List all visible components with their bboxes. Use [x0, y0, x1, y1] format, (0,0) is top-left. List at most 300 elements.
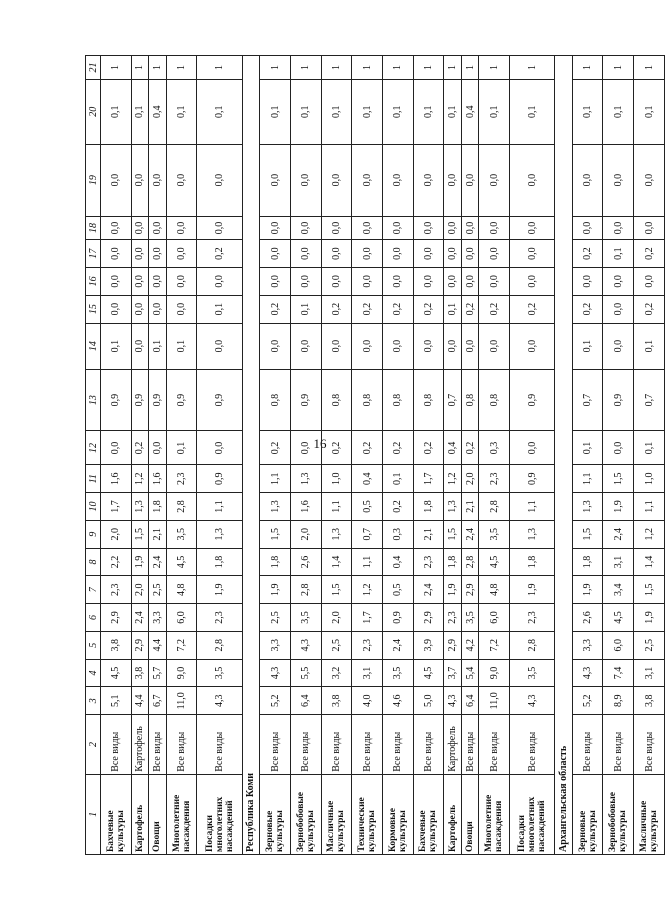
- crop-cell: Овощи: [461, 774, 479, 854]
- value-cell: 0,1: [290, 79, 321, 144]
- value-cell: 0,0: [131, 268, 149, 296]
- value-cell: 0,2: [321, 295, 352, 323]
- value-cell: 0,0: [603, 144, 634, 216]
- value-cell: 0,0: [382, 323, 413, 369]
- column-header: 14: [86, 323, 101, 369]
- value-cell: 1,5: [444, 520, 462, 548]
- value-cell: 1,1: [352, 548, 383, 576]
- column-header: 4: [86, 659, 101, 687]
- table-body: [101, 56, 665, 855]
- value-cell: 2,3: [444, 604, 462, 632]
- value-cell: 1: [101, 56, 132, 80]
- value-cell: 0,0: [260, 268, 291, 296]
- value-cell: 0,0: [101, 295, 132, 323]
- value-cell: 3,1: [634, 659, 665, 687]
- region-label: Республика Коми: [242, 56, 260, 855]
- value-cell: 1,4: [634, 548, 665, 576]
- value-cell: 0,2: [321, 431, 352, 465]
- value-cell: 1,0: [634, 465, 665, 493]
- value-cell: 0,1: [634, 431, 665, 465]
- value-cell: 0,1: [131, 79, 149, 144]
- value-cell: 0,0: [321, 323, 352, 369]
- value-cell: 0,3: [479, 431, 510, 465]
- value-cell: 0,0: [131, 240, 149, 268]
- type-cell: Все виды: [509, 715, 554, 775]
- value-cell: 0,1: [197, 79, 242, 144]
- value-cell: 0,0: [260, 323, 291, 369]
- type-cell: Все виды: [382, 715, 413, 775]
- value-cell: 0,8: [321, 369, 352, 431]
- column-header: 3: [86, 687, 101, 715]
- value-cell: 1: [382, 56, 413, 80]
- value-cell: 3,5: [479, 520, 510, 548]
- value-cell: 0,0: [352, 216, 383, 240]
- value-cell: 4,5: [413, 659, 444, 687]
- value-cell: 0,0: [166, 144, 197, 216]
- value-cell: 0,0: [131, 144, 149, 216]
- value-cell: 1,8: [413, 493, 444, 521]
- value-cell: 2,4: [461, 520, 479, 548]
- value-cell: 1,9: [572, 576, 603, 604]
- crop-cell: Бахчевые культуры: [101, 774, 132, 854]
- crop-cell: Многолетние насаждения: [166, 774, 197, 854]
- type-cell: Все виды: [197, 715, 242, 775]
- value-cell: 7,4: [603, 659, 634, 687]
- value-cell: 4,0: [352, 687, 383, 715]
- value-cell: 1,6: [101, 465, 132, 493]
- value-cell: 2,8: [509, 631, 554, 659]
- value-cell: 2,4: [382, 631, 413, 659]
- value-cell: 1,9: [197, 576, 242, 604]
- value-cell: 0,1: [634, 79, 665, 144]
- value-cell: 1,4: [321, 548, 352, 576]
- value-cell: 5,1: [101, 687, 132, 715]
- value-cell: 1,8: [197, 548, 242, 576]
- column-header: 5: [86, 631, 101, 659]
- column-header: 11: [86, 465, 101, 493]
- value-cell: 1,9: [444, 576, 462, 604]
- value-cell: 1,3: [260, 493, 291, 521]
- value-cell: 5,7: [149, 659, 167, 687]
- value-cell: 0,1: [634, 323, 665, 369]
- value-cell: 0,0: [260, 216, 291, 240]
- crop-cell: Зернобобовые культуры: [603, 774, 634, 854]
- value-cell: 2,0: [101, 520, 132, 548]
- crop-cell: Посадки многолетних насаждений: [509, 774, 554, 854]
- value-cell: 3,5: [509, 659, 554, 687]
- value-cell: 4,3: [197, 687, 242, 715]
- value-cell: 0,0: [166, 240, 197, 268]
- value-cell: 1: [197, 56, 242, 80]
- value-cell: 5,5: [290, 659, 321, 687]
- value-cell: 2,9: [413, 604, 444, 632]
- column-header: 6: [86, 604, 101, 632]
- value-cell: 1,1: [572, 465, 603, 493]
- value-cell: 0,0: [479, 240, 510, 268]
- value-cell: 1,5: [321, 576, 352, 604]
- value-cell: 6,4: [290, 687, 321, 715]
- value-cell: 0,0: [634, 268, 665, 296]
- type-cell: Все виды: [413, 715, 444, 775]
- value-cell: 2,2: [101, 548, 132, 576]
- value-cell: 1: [509, 56, 554, 80]
- value-cell: 11,0: [479, 687, 510, 715]
- value-cell: 0,4: [444, 431, 462, 465]
- table-row: [603, 56, 634, 855]
- value-cell: 2,8: [290, 576, 321, 604]
- value-cell: 0,7: [634, 369, 665, 431]
- value-cell: 1,7: [101, 493, 132, 521]
- value-cell: 0,9: [603, 369, 634, 431]
- table-row: [290, 56, 321, 855]
- type-cell: Все виды: [290, 715, 321, 775]
- value-cell: 4,6: [382, 687, 413, 715]
- value-cell: 0,0: [509, 240, 554, 268]
- value-cell: 3,5: [290, 604, 321, 632]
- column-header: 17: [86, 240, 101, 268]
- value-cell: 1,9: [634, 604, 665, 632]
- value-cell: 0,8: [382, 369, 413, 431]
- value-cell: 1: [461, 56, 479, 80]
- value-cell: 0,0: [413, 323, 444, 369]
- value-cell: 1: [413, 56, 444, 80]
- value-cell: 2,9: [444, 631, 462, 659]
- value-cell: 6,0: [166, 604, 197, 632]
- value-cell: 0,2: [260, 431, 291, 465]
- value-cell: 0,2: [634, 240, 665, 268]
- table-row: [131, 56, 149, 855]
- column-header: 21: [86, 56, 101, 80]
- value-cell: 0,3: [382, 520, 413, 548]
- value-cell: 0,4: [352, 465, 383, 493]
- column-header: 2: [86, 715, 101, 775]
- value-cell: 2,0: [290, 520, 321, 548]
- crop-cell: Кормовые культуры: [382, 774, 413, 854]
- value-cell: 0,0: [603, 323, 634, 369]
- value-cell: 0,0: [197, 144, 242, 216]
- value-cell: 2,3: [479, 465, 510, 493]
- value-cell: 0,0: [321, 216, 352, 240]
- table-row: [166, 56, 197, 855]
- type-cell: Все виды: [461, 715, 479, 775]
- value-cell: 0,2: [352, 295, 383, 323]
- value-cell: 0,0: [444, 144, 462, 216]
- value-cell: 3,5: [166, 520, 197, 548]
- value-cell: 6,0: [479, 604, 510, 632]
- table-row: [509, 56, 554, 855]
- value-cell: 0,0: [479, 323, 510, 369]
- table-row: [382, 56, 413, 855]
- value-cell: 2,0: [131, 576, 149, 604]
- value-cell: 2,9: [101, 604, 132, 632]
- table-row: [461, 56, 479, 855]
- value-cell: 1,6: [149, 465, 167, 493]
- value-cell: 0,1: [572, 79, 603, 144]
- value-cell: 0,1: [352, 79, 383, 144]
- value-cell: 0,0: [290, 323, 321, 369]
- value-cell: 2,4: [413, 576, 444, 604]
- crop-cell: Овощи: [149, 774, 167, 854]
- value-cell: 1,3: [131, 493, 149, 521]
- column-header: 10: [86, 493, 101, 521]
- value-cell: 1,8: [572, 548, 603, 576]
- region-label: Архангельская область: [555, 56, 573, 855]
- crop-cell: Зерновые культуры: [572, 774, 603, 854]
- value-cell: 0,7: [352, 520, 383, 548]
- column-header: 16: [86, 268, 101, 296]
- value-cell: 0,0: [444, 268, 462, 296]
- value-cell: 3,4: [603, 576, 634, 604]
- value-cell: 0,1: [572, 431, 603, 465]
- crop-cell: Зернобобовые культуры: [290, 774, 321, 854]
- value-cell: 0,1: [101, 79, 132, 144]
- value-cell: 4,5: [603, 604, 634, 632]
- value-cell: 0,0: [321, 268, 352, 296]
- value-cell: 0,2: [382, 295, 413, 323]
- value-cell: 1,1: [634, 493, 665, 521]
- value-cell: 2,5: [149, 576, 167, 604]
- value-cell: 0,0: [101, 144, 132, 216]
- value-cell: 1,8: [260, 548, 291, 576]
- value-cell: 1,9: [603, 493, 634, 521]
- value-cell: 1,7: [352, 604, 383, 632]
- value-cell: 1,3: [444, 493, 462, 521]
- table-row: [101, 56, 132, 855]
- value-cell: 3,8: [131, 659, 149, 687]
- value-cell: 4,8: [166, 576, 197, 604]
- crop-cell: Многолетние насаждения: [479, 774, 510, 854]
- value-cell: 0,0: [413, 268, 444, 296]
- value-cell: 0,0: [131, 216, 149, 240]
- value-cell: 4,2: [461, 631, 479, 659]
- value-cell: 0,2: [461, 295, 479, 323]
- value-cell: 4,3: [290, 631, 321, 659]
- value-cell: 1,5: [131, 520, 149, 548]
- value-cell: 0,9: [509, 465, 554, 493]
- value-cell: 1,8: [444, 548, 462, 576]
- type-cell: Все виды: [149, 715, 167, 775]
- value-cell: 0,0: [509, 216, 554, 240]
- value-cell: 0,1: [603, 79, 634, 144]
- column-header: 7: [86, 576, 101, 604]
- type-cell: Все виды: [352, 715, 383, 775]
- value-cell: 0,0: [572, 216, 603, 240]
- value-cell: 0,1: [166, 323, 197, 369]
- column-header: 20: [86, 79, 101, 144]
- table-row: [634, 56, 665, 855]
- table-row: [444, 56, 462, 855]
- value-cell: 1,8: [149, 493, 167, 521]
- value-cell: 0,0: [382, 268, 413, 296]
- value-cell: 2,9: [461, 576, 479, 604]
- value-cell: 0,0: [260, 144, 291, 216]
- value-cell: 0,9: [149, 369, 167, 431]
- value-cell: 0,0: [101, 431, 132, 465]
- value-cell: 9,0: [479, 659, 510, 687]
- type-cell: Все виды: [101, 715, 132, 775]
- value-cell: 0,0: [101, 240, 132, 268]
- value-cell: 3,1: [603, 548, 634, 576]
- value-cell: 0,2: [260, 295, 291, 323]
- value-cell: 0,0: [461, 144, 479, 216]
- value-cell: 1,5: [572, 520, 603, 548]
- column-header: 8: [86, 548, 101, 576]
- value-cell: 0,8: [352, 369, 383, 431]
- value-cell: 0,0: [197, 216, 242, 240]
- value-cell: 0,0: [197, 323, 242, 369]
- value-cell: 0,0: [131, 323, 149, 369]
- value-cell: 0,0: [197, 268, 242, 296]
- value-cell: 5,2: [260, 687, 291, 715]
- value-cell: 1: [321, 56, 352, 80]
- value-cell: 2,8: [461, 548, 479, 576]
- value-cell: 0,0: [131, 295, 149, 323]
- value-cell: 0,0: [166, 295, 197, 323]
- region-row: [555, 56, 573, 855]
- value-cell: 3,8: [634, 687, 665, 715]
- value-cell: 0,0: [321, 240, 352, 268]
- column-header: 13: [86, 369, 101, 431]
- value-cell: 1,1: [321, 493, 352, 521]
- table-row: [197, 56, 242, 855]
- value-cell: 1: [290, 56, 321, 80]
- value-cell: 0,1: [382, 79, 413, 144]
- value-cell: 0,0: [603, 431, 634, 465]
- value-cell: 2,3: [413, 548, 444, 576]
- crop-cell: Картофель: [131, 774, 149, 854]
- value-cell: 7,2: [166, 631, 197, 659]
- value-cell: 2,6: [572, 604, 603, 632]
- value-cell: 0,0: [461, 240, 479, 268]
- value-cell: 0,2: [382, 431, 413, 465]
- value-cell: 0,0: [509, 268, 554, 296]
- value-cell: 0,0: [479, 144, 510, 216]
- value-cell: 0,0: [290, 240, 321, 268]
- value-cell: 1,3: [197, 520, 242, 548]
- column-header: 15: [86, 295, 101, 323]
- column-header: 9: [86, 520, 101, 548]
- value-cell: 11,0: [166, 687, 197, 715]
- value-cell: 1,9: [260, 576, 291, 604]
- value-cell: 0,0: [352, 144, 383, 216]
- value-cell: 0,2: [479, 295, 510, 323]
- header-row: [86, 56, 101, 855]
- value-cell: 0,9: [509, 369, 554, 431]
- value-cell: 3,5: [382, 659, 413, 687]
- value-cell: 2,1: [461, 493, 479, 521]
- page-number: 16: [313, 436, 327, 451]
- value-cell: 0,1: [382, 465, 413, 493]
- value-cell: 2,8: [197, 631, 242, 659]
- crop-cell: Технические культуры: [352, 774, 383, 854]
- value-cell: 0,1: [572, 323, 603, 369]
- value-cell: 1: [603, 56, 634, 80]
- type-cell: Картофель: [131, 715, 149, 775]
- value-cell: 0,2: [572, 240, 603, 268]
- value-cell: 0,0: [149, 216, 167, 240]
- value-cell: 0,1: [290, 295, 321, 323]
- value-cell: 6,7: [149, 687, 167, 715]
- value-cell: 0,1: [321, 79, 352, 144]
- value-cell: 0,8: [260, 369, 291, 431]
- value-cell: 1,2: [352, 576, 383, 604]
- value-cell: 0,5: [352, 493, 383, 521]
- value-cell: 1: [149, 56, 167, 80]
- value-cell: 0,9: [101, 369, 132, 431]
- value-cell: 1,9: [509, 576, 554, 604]
- value-cell: 0,0: [444, 216, 462, 240]
- value-cell: 4,3: [572, 659, 603, 687]
- value-cell: 0,9: [197, 369, 242, 431]
- type-cell: Все виды: [634, 715, 665, 775]
- value-cell: 0,1: [197, 295, 242, 323]
- value-cell: 0,0: [509, 144, 554, 216]
- value-cell: 0,9: [166, 369, 197, 431]
- type-cell: Картофель: [444, 715, 462, 775]
- table-row: [149, 56, 167, 855]
- value-cell: 1: [634, 56, 665, 80]
- type-cell: Все виды: [166, 715, 197, 775]
- value-cell: 0,0: [572, 144, 603, 216]
- value-cell: 0,1: [260, 79, 291, 144]
- value-cell: 1: [479, 56, 510, 80]
- value-cell: 1,1: [197, 493, 242, 521]
- value-cell: 0,0: [149, 295, 167, 323]
- value-cell: 2,4: [131, 604, 149, 632]
- value-cell: 0,0: [290, 144, 321, 216]
- value-cell: 1,2: [634, 520, 665, 548]
- value-cell: 7,2: [479, 631, 510, 659]
- value-cell: 1,3: [321, 520, 352, 548]
- value-cell: 0,0: [634, 216, 665, 240]
- value-cell: 2,3: [101, 576, 132, 604]
- value-cell: 3,8: [101, 631, 132, 659]
- value-cell: 0,0: [634, 144, 665, 216]
- value-cell: 2,0: [461, 465, 479, 493]
- value-cell: 8,9: [603, 687, 634, 715]
- value-cell: 0,1: [444, 295, 462, 323]
- type-cell: Все виды: [321, 715, 352, 775]
- value-cell: 1,6: [290, 493, 321, 521]
- value-cell: 0,1: [413, 79, 444, 144]
- value-cell: 0,8: [461, 369, 479, 431]
- crop-cell: Посадки многолетних насаждений: [197, 774, 242, 854]
- value-cell: 0,0: [166, 268, 197, 296]
- value-cell: 0,0: [382, 144, 413, 216]
- value-cell: 2,5: [321, 631, 352, 659]
- value-cell: 0,0: [352, 240, 383, 268]
- value-cell: 0,0: [290, 431, 321, 465]
- type-cell: Все виды: [260, 715, 291, 775]
- value-cell: 0,0: [197, 431, 242, 465]
- value-cell: 1,2: [131, 465, 149, 493]
- value-cell: 0,5: [382, 576, 413, 604]
- value-cell: 9,0: [166, 659, 197, 687]
- value-cell: 1,7: [413, 465, 444, 493]
- value-cell: 3,1: [352, 659, 383, 687]
- value-cell: 3,3: [572, 631, 603, 659]
- value-cell: 0,0: [509, 323, 554, 369]
- type-cell: Все виды: [603, 715, 634, 775]
- value-cell: 1: [444, 56, 462, 80]
- value-cell: 0,1: [166, 431, 197, 465]
- value-cell: 2,5: [260, 604, 291, 632]
- value-cell: 0,1: [101, 323, 132, 369]
- value-cell: 0,2: [382, 493, 413, 521]
- crop-cell: Зерновые культуры: [260, 774, 291, 854]
- value-cell: 0,2: [572, 295, 603, 323]
- value-cell: 4,4: [131, 687, 149, 715]
